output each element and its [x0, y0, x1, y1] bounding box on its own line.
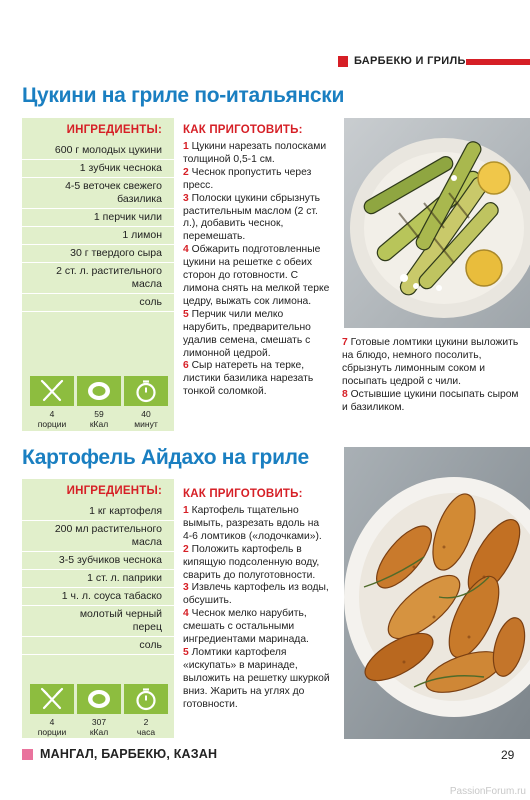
step-item: 4 Обжарить подготовленные цукини на решетке с обеих сторон до готовности. С лимона снять на мелкой терке цедру, выжать сок лимона. — [183, 244, 330, 307]
recipe1-stats — [30, 376, 168, 429]
recipe2-ingredients-heading: ИНГРЕДИЕНТЫ: — [66, 485, 162, 497]
recipe2-title: Картофель Айдахо на гриле — [22, 446, 309, 469]
section-line — [466, 59, 530, 65]
recipe2-ingredients-panel — [22, 479, 174, 738]
ingredient-item: 600 г молодых цукини — [22, 142, 174, 160]
time-label: часа — [136, 727, 156, 737]
time-value: 40 — [141, 409, 151, 419]
kcal-value: 59 — [94, 409, 104, 419]
section-title: БАРБЕКЮ И ГРИЛЬ — [354, 55, 466, 67]
ingredient-item: 1 зубчик чеснока — [22, 160, 174, 178]
ingredient-item: 1 перчик чили — [22, 209, 174, 227]
kcal-label: кКал — [89, 419, 109, 429]
ingredient-item: соль — [22, 294, 174, 312]
cutlery-icon — [30, 376, 74, 406]
servings-stat — [30, 376, 74, 429]
step-item: 2 Чеснок пропустить через пресс. — [183, 166, 312, 191]
servings-value: 4 — [49, 409, 55, 419]
recipe2-stats — [30, 684, 168, 737]
calories-stat — [77, 376, 121, 429]
recipe2-method-heading: КАК ПРИГОТОВИТЬ: — [183, 488, 303, 500]
servings-label: порции — [37, 727, 67, 737]
step-item: 6 Сыр натереть на терке, листики базилика нарезать тонкой соломкой. — [183, 360, 314, 398]
ingredient-item: 3-5 зубчиков чеснока — [22, 552, 174, 570]
potato-photo — [344, 447, 530, 739]
step-item: 7 Готовые ломтики цукини выложить на блюдо, немного посолить, сбрызнуть лимонным соком и посыпать цедрой с чили. — [342, 337, 519, 387]
plate-icon — [77, 684, 121, 714]
ingredient-item: 2 ст. л. растительного масла — [22, 263, 174, 294]
page-number: 29 — [501, 748, 515, 762]
servings-label: порции — [37, 419, 67, 429]
ingredient-item: 200 мл растительного масла — [22, 521, 174, 552]
ingredient-item: 1 ч. л. соуса табаско — [22, 588, 174, 606]
step-item: 1 Картофель тщательно вымыть, разрезать вдоль на 4-6 ломтиков («лодочками»). — [183, 505, 322, 542]
step-item: 4 Чеснок мелко нарубить, смешать с остальными ингредиентами маринада. — [183, 608, 309, 646]
kcal-label: кКал — [89, 727, 109, 737]
ingredient-item: соль — [22, 637, 174, 655]
recipe1-ingredients-panel — [22, 118, 174, 431]
section-marker — [338, 56, 348, 67]
time-stat — [124, 684, 168, 737]
stopwatch-icon — [124, 376, 168, 406]
step-item: 1 Цукини нарезать полосками толщиной 0,5-1 см. — [183, 141, 327, 165]
section-tag — [338, 55, 530, 69]
recipe1-steps-continued — [342, 337, 522, 414]
magazine-name: МАНГАЛ, БАРБЕКЮ, КАЗАН — [40, 747, 218, 761]
recipe1-ingredients-list — [22, 142, 174, 312]
stopwatch-icon — [124, 684, 168, 714]
time-label: минут — [134, 419, 158, 429]
plate-icon — [77, 376, 121, 406]
time-value: 2 — [143, 717, 149, 727]
step-item: 5 Перчик чили мелко нарубить, предварительно удалив семена, смешать с лимонной цедрой. — [183, 308, 311, 359]
step-item: 3 Полоски цукини сбрызнуть растительным маслом (2 ст. л.), добавить чеснок, перемешать. — [183, 192, 321, 243]
ingredient-item: 1 ст. л. паприки — [22, 570, 174, 588]
ingredient-item: 30 г твердого сыра — [22, 245, 174, 263]
ingredient-item: 4-5 веточек свежего базилика — [22, 178, 174, 209]
footer-marker — [22, 749, 33, 760]
recipe1-steps — [183, 141, 330, 399]
kcal-value: 307 — [91, 717, 107, 727]
calories-stat — [77, 684, 121, 737]
ingredient-item: молотый черный перец — [22, 606, 174, 637]
recipe1-title: Цукини на гриле по-итальянски — [22, 84, 345, 107]
watermark: PassionForum.ru — [449, 786, 526, 797]
step-item: 5 Ломтики картофеля «искупать» в маринаде, выложить на решетку шкуркой вниз. Жарить на углях до готовности. — [183, 646, 330, 710]
cutlery-icon — [30, 684, 74, 714]
step-item: 8 Остывшие цукини посыпать сыром и базиликом. — [342, 388, 519, 413]
recipe2-steps — [183, 505, 330, 712]
ingredient-item: 1 кг картофеля — [22, 503, 174, 521]
recipe2-ingredients-list — [22, 503, 174, 655]
servings-value: 4 — [49, 717, 55, 727]
zucchini-photo — [344, 118, 530, 328]
step-item: 3 Извлечь картофель из воды, обсушить. — [183, 582, 329, 607]
step-item: 2 Положить картофель в кипящую подсоленную воду, сварить до полуготовности. — [183, 543, 320, 581]
recipe1-method-heading: КАК ПРИГОТОВИТЬ: — [183, 124, 303, 136]
servings-stat — [30, 684, 74, 737]
time-stat — [124, 376, 168, 429]
ingredient-item: 1 лимон — [22, 227, 174, 245]
recipe1-ingredients-heading: ИНГРЕДИЕНТЫ: — [66, 124, 162, 136]
